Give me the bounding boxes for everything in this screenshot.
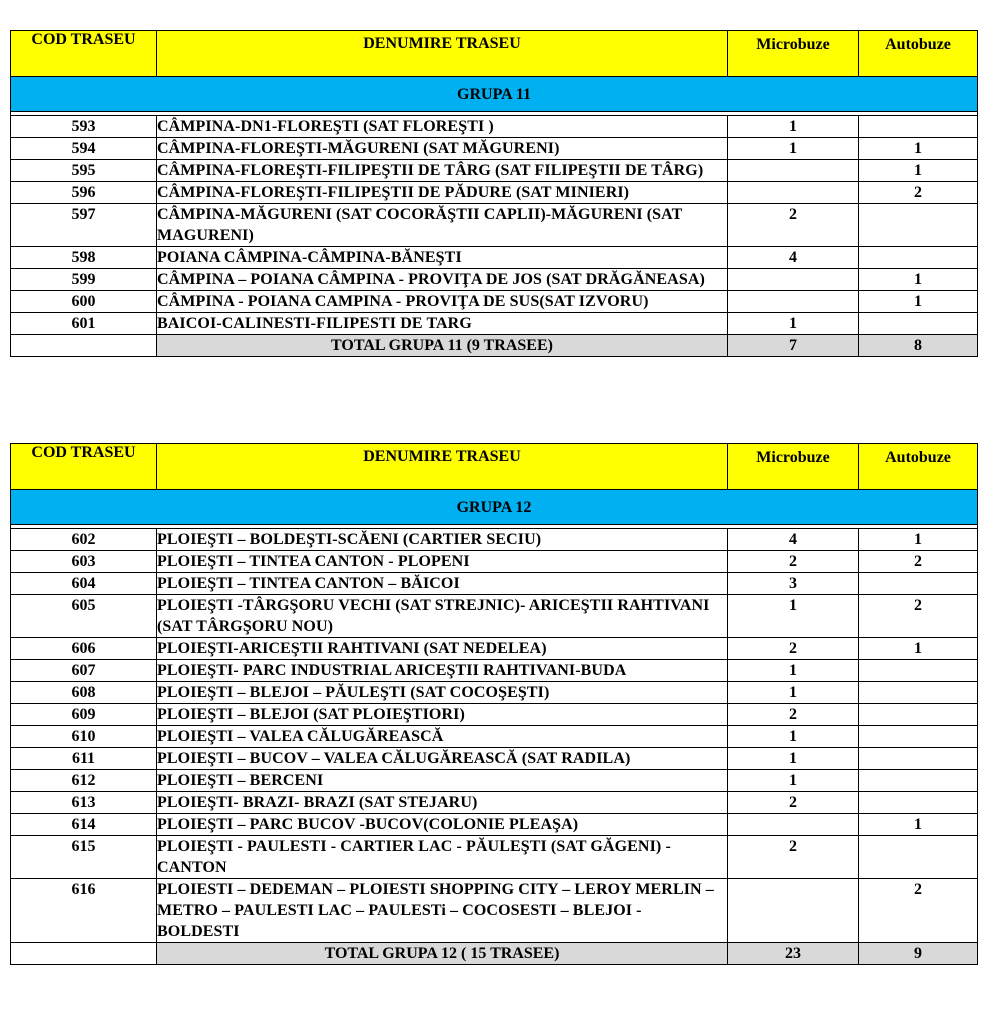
total-empty-cell: [11, 335, 157, 357]
autobuze-count: 2: [859, 595, 978, 638]
route-code: 601: [11, 313, 157, 335]
route-code: 616: [11, 879, 157, 943]
microbuze-count: 4: [728, 529, 859, 551]
route-name: PLOIEŞTI- BRAZI- BRAZI (SAT STEJARU): [157, 792, 728, 814]
group-title: GRUPA 11: [11, 77, 978, 112]
microbuze-count: 3: [728, 573, 859, 595]
table-row: [11, 204, 978, 247]
route-code: 596: [11, 182, 157, 204]
route-name: CÂMPINA-FLOREŞTI-MĂGURENI (SAT MĂGURENI): [157, 138, 728, 160]
table-row: [11, 682, 978, 704]
total-autobuze: 8: [859, 335, 978, 357]
autobuze-count: [859, 770, 978, 792]
route-code: 604: [11, 573, 157, 595]
route-name: CÂMPINA-DN1-FLOREŞTI (SAT FLOREŞTI ): [157, 116, 728, 138]
autobuze-count: 1: [859, 160, 978, 182]
table-row: [11, 770, 978, 792]
route-code: 610: [11, 726, 157, 748]
table-row: [11, 836, 978, 879]
total-autobuze: 9: [859, 943, 978, 965]
route-code: 608: [11, 682, 157, 704]
route-name: PLOIEŞTI – BLEJOI – PĂULEŞTI (SAT COCOŞEŞTI): [157, 682, 728, 704]
autobuze-count: [859, 836, 978, 879]
column-header-name: DENUMIRE TRASEU: [157, 444, 728, 490]
autobuze-count: 1: [859, 638, 978, 660]
table-body: [11, 444, 978, 965]
microbuze-count: 2: [728, 704, 859, 726]
table-row: [11, 182, 978, 204]
route-code: 613: [11, 792, 157, 814]
autobuze-count: [859, 247, 978, 269]
microbuze-count: [728, 182, 859, 204]
route-name: PLOIEŞTI – VALEA CĂLUGĂREASCĂ: [157, 726, 728, 748]
route-code: 606: [11, 638, 157, 660]
autobuze-count: [859, 204, 978, 247]
route-code: 600: [11, 291, 157, 313]
route-code: 611: [11, 748, 157, 770]
route-code: 603: [11, 551, 157, 573]
table-row: [11, 704, 978, 726]
microbuze-count: 1: [728, 660, 859, 682]
route-name: PLOIEŞTI – BUCOV – VALEA CĂLUGĂREASCĂ (SAT RADILA): [157, 748, 728, 770]
microbuze-count: [728, 269, 859, 291]
table-row: [11, 573, 978, 595]
route-name: PLOIEŞTI – TINTEA CANTON - PLOPENI: [157, 551, 728, 573]
header-row: [11, 31, 978, 77]
microbuze-count: 1: [728, 313, 859, 335]
table-row: [11, 313, 978, 335]
autobuze-count: 1: [859, 291, 978, 313]
route-code: 598: [11, 247, 157, 269]
table-row: [11, 814, 978, 836]
table-row: [11, 269, 978, 291]
microbuze-count: 2: [728, 638, 859, 660]
table-row: [11, 138, 978, 160]
table-row: [11, 792, 978, 814]
route-name: PLOIEŞTI- PARC INDUSTRIAL ARICEŞTII RAHTIVANI-BUDA: [157, 660, 728, 682]
autobuze-count: 1: [859, 814, 978, 836]
microbuze-count: 1: [728, 682, 859, 704]
total-label: TOTAL GRUPA 11 (9 TRASEE): [157, 335, 728, 357]
microbuze-count: [728, 814, 859, 836]
table-row: [11, 551, 978, 573]
route-code: 605: [11, 595, 157, 638]
autobuze-count: [859, 313, 978, 335]
microbuze-count: [728, 879, 859, 943]
route-code: 607: [11, 660, 157, 682]
table-body: [11, 31, 978, 357]
column-header-code: COD TRASEU: [11, 31, 157, 77]
column-header-auto: Autobuze: [859, 444, 978, 490]
route-code: 597: [11, 204, 157, 247]
autobuze-count: 2: [859, 182, 978, 204]
autobuze-count: 1: [859, 269, 978, 291]
total-row: [11, 335, 978, 357]
routes-table-group-12: [10, 443, 978, 965]
autobuze-count: [859, 116, 978, 138]
route-name: BAICOI-CALINESTI-FILIPESTI DE TARG: [157, 313, 728, 335]
table-row: [11, 660, 978, 682]
autobuze-count: [859, 792, 978, 814]
route-name: CÂMPINA-MĂGURENI (SAT COCORĂŞTII CAPLII)-MĂGURENI (SAT MAGURENI): [157, 204, 728, 247]
table-row: [11, 879, 978, 943]
route-name: PLOIEŞTI – PARC BUCOV -BUCOV(COLONIE PLEAŞA): [157, 814, 728, 836]
route-name: PLOIEŞTI – BLEJOI (SAT PLOIEŞTIORI): [157, 704, 728, 726]
routes-table-group-11: [10, 30, 978, 357]
microbuze-count: [728, 160, 859, 182]
table-row: [11, 726, 978, 748]
route-code: 602: [11, 529, 157, 551]
table-row: [11, 116, 978, 138]
total-microbuze: 23: [728, 943, 859, 965]
group-title-row: [11, 77, 978, 112]
header-row: [11, 444, 978, 490]
table-row: [11, 638, 978, 660]
route-name: PLOIEŞTI – BOLDEŞTI-SCĂENI (CARTIER SECIU): [157, 529, 728, 551]
route-name: PLOIEŞTI -TÂRGŞORU VECHI (SAT STREJNIC)- ARICEŞTII RAHTIVANI (SAT TÂRGŞORU NOU): [157, 595, 728, 638]
autobuze-count: [859, 682, 978, 704]
table-row: [11, 748, 978, 770]
route-code: 599: [11, 269, 157, 291]
microbuze-count: 1: [728, 138, 859, 160]
microbuze-count: 4: [728, 247, 859, 269]
total-row: [11, 943, 978, 965]
column-header-micro: Microbuze: [728, 31, 859, 77]
microbuze-count: 2: [728, 792, 859, 814]
autobuze-count: [859, 748, 978, 770]
route-code: 612: [11, 770, 157, 792]
column-header-auto: Autobuze: [859, 31, 978, 77]
table-row: [11, 247, 978, 269]
route-name: PLOIEŞTI - PAULESTI - CARTIER LAC - PĂULEŞTI (SAT GĂGENI) - CANTON: [157, 836, 728, 879]
autobuze-count: 2: [859, 879, 978, 943]
group-title-row: [11, 490, 978, 525]
column-header-code: COD TRASEU: [11, 444, 157, 490]
route-name: PLOIEŞTI-ARICEŞTII RAHTIVANI (SAT NEDELEA): [157, 638, 728, 660]
autobuze-count: [859, 573, 978, 595]
autobuze-count: [859, 704, 978, 726]
total-label: TOTAL GRUPA 12 ( 15 TRASEE): [157, 943, 728, 965]
route-name: POIANA CÂMPINA-CÂMPINA-BĂNEŞTI: [157, 247, 728, 269]
route-name: PLOIESTI – DEDEMAN – PLOIESTI SHOPPING CITY – LEROY MERLIN – METRO – PAULESTI LAC – PAULESTi – COCOSESTI – BLEJOI - BOLDESTI: [157, 879, 728, 943]
route-code: 594: [11, 138, 157, 160]
route-code: 615: [11, 836, 157, 879]
microbuze-count: 1: [728, 116, 859, 138]
total-empty-cell: [11, 943, 157, 965]
table-row: [11, 529, 978, 551]
microbuze-count: 1: [728, 748, 859, 770]
route-name: CÂMPINA – POIANA CÂMPINA - PROVIŢA DE JOS (SAT DRĂGĂNEASA): [157, 269, 728, 291]
route-name: CÂMPINA-FLOREŞTI-FILIPEŞTII DE TÂRG (SAT FILIPEŞTII DE TÂRG): [157, 160, 728, 182]
route-code: 595: [11, 160, 157, 182]
route-code: 614: [11, 814, 157, 836]
column-header-micro: Microbuze: [728, 444, 859, 490]
autobuze-count: 2: [859, 551, 978, 573]
column-header-name: DENUMIRE TRASEU: [157, 31, 728, 77]
route-name: PLOIEŞTI – TINTEA CANTON – BĂICOI: [157, 573, 728, 595]
microbuze-count: 1: [728, 595, 859, 638]
microbuze-count: 1: [728, 726, 859, 748]
microbuze-count: 2: [728, 836, 859, 879]
route-name: CÂMPINA - POIANA CAMPINA - PROVIŢA DE SUS(SAT IZVORU): [157, 291, 728, 313]
microbuze-count: 2: [728, 551, 859, 573]
route-name: PLOIEŞTI – BERCENI: [157, 770, 728, 792]
total-microbuze: 7: [728, 335, 859, 357]
microbuze-count: 2: [728, 204, 859, 247]
route-code: 609: [11, 704, 157, 726]
microbuze-count: 1: [728, 770, 859, 792]
autobuze-count: [859, 660, 978, 682]
table-row: [11, 595, 978, 638]
group-title: GRUPA 12: [11, 490, 978, 525]
table-row: [11, 291, 978, 313]
route-code: 593: [11, 116, 157, 138]
route-name: CÂMPINA-FLOREŞTI-FILIPEŞTII DE PĂDURE (SAT MINIERI): [157, 182, 728, 204]
microbuze-count: [728, 291, 859, 313]
autobuze-count: 1: [859, 529, 978, 551]
autobuze-count: 1: [859, 138, 978, 160]
autobuze-count: [859, 726, 978, 748]
table-row: [11, 160, 978, 182]
